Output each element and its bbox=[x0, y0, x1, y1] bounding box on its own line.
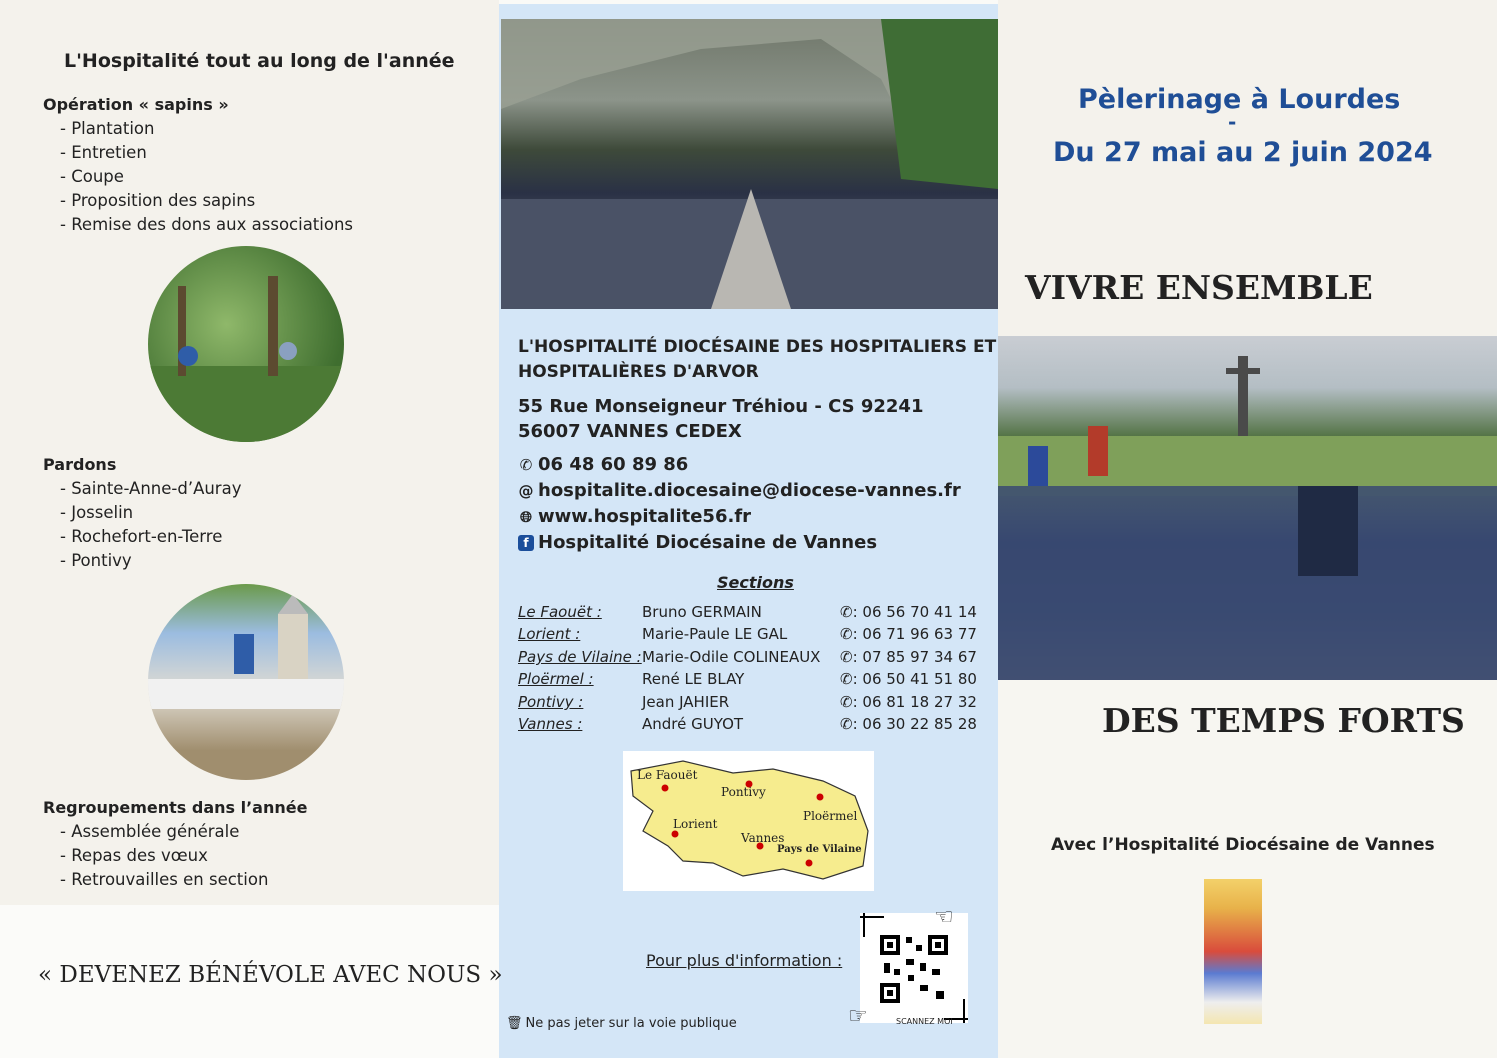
table-row bbox=[518, 648, 978, 670]
section-contact-name: Bruno GERMAIN bbox=[642, 603, 762, 621]
pointing-hand-icon: ☜ bbox=[934, 905, 954, 930]
table-row bbox=[518, 715, 978, 737]
more-info-label: Pour plus d'information : bbox=[646, 951, 843, 970]
table-row bbox=[518, 603, 978, 625]
email-address[interactable]: hospitalite.diocesaine@diocese-vannes.fr bbox=[538, 480, 961, 501]
facebook-icon: f bbox=[518, 535, 534, 551]
pilgrimage-dates: Du 27 mai au 2 juin 2024 bbox=[1053, 137, 1433, 168]
procession-photo bbox=[148, 584, 344, 780]
phone-icon: ✆ bbox=[840, 670, 853, 688]
phone-number[interactable]: 06 48 60 89 86 bbox=[538, 454, 689, 475]
map-label: Vannes bbox=[741, 831, 785, 845]
section-contact-name: Marie-Odile COLINEAUX bbox=[642, 648, 821, 666]
forest-photo bbox=[148, 246, 344, 442]
map-label: Pontivy bbox=[721, 785, 766, 799]
sections-title: Sections bbox=[717, 573, 794, 592]
phone-icon: ✆ bbox=[840, 715, 853, 733]
temps-forts-title: DES TEMPS FORTS bbox=[1102, 701, 1465, 740]
sections-map bbox=[623, 751, 874, 891]
map-label: Ploërmel bbox=[803, 809, 858, 823]
phone-icon: ✆ bbox=[840, 625, 853, 643]
section-place: Lorient : bbox=[518, 625, 581, 643]
section-phone: : 06 81 18 27 32 bbox=[852, 693, 977, 711]
phone-icon: ✆ bbox=[840, 603, 853, 621]
at-icon: @ bbox=[518, 481, 534, 500]
facebook-contact bbox=[518, 532, 877, 553]
list-item: - Coupe bbox=[60, 167, 124, 186]
section-place: Ploërmel : bbox=[518, 670, 594, 688]
table-row bbox=[518, 670, 978, 692]
recycle-note-text: Ne pas jeter sur la voie publique bbox=[525, 1016, 737, 1031]
map-label: Le Faouët bbox=[637, 768, 698, 782]
section-phone: : 06 50 41 51 80 bbox=[852, 670, 977, 688]
section-place: Pontivy : bbox=[518, 693, 584, 711]
facebook-link[interactable]: Hospitalité Diocésaine de Vannes bbox=[538, 532, 878, 553]
list-item: - Pontivy bbox=[60, 551, 132, 570]
pilgrimage-title: Pèlerinage à Lourdes bbox=[1078, 84, 1401, 115]
avec-hospitalite: Avec l’Hospitalité Diocésaine de Vannes bbox=[1051, 835, 1435, 855]
section-phone: : 06 56 70 41 14 bbox=[852, 603, 977, 621]
section-title-regroupements: Regroupements dans l’année bbox=[43, 798, 308, 817]
section-contact-name: René LE BLAY bbox=[642, 670, 745, 688]
phone-icon: ✆ bbox=[519, 455, 533, 474]
phone-icon: ✆ bbox=[840, 693, 853, 711]
section-place: Pays de Vilaine : bbox=[518, 648, 642, 666]
phone-icon: ✆ bbox=[840, 648, 853, 666]
section-title-sapins: Opération « sapins » bbox=[43, 95, 229, 114]
section-phone: : 06 71 96 63 77 bbox=[852, 625, 977, 643]
table-row bbox=[518, 625, 978, 647]
section-contact-name: Jean JAHIER bbox=[642, 693, 730, 711]
list-item: - Remise des dons aux associations bbox=[60, 215, 354, 234]
mass-outdoor-photo bbox=[998, 336, 1497, 680]
list-item: - Repas des vœux bbox=[60, 846, 208, 865]
org-name-line1: L'HOSPITALITÉ DIOCÉSAINE DES HOSPITALIERS ET bbox=[518, 337, 997, 357]
recycle-note bbox=[506, 1016, 737, 1031]
list-item: - Rochefort-en-Terre bbox=[60, 527, 223, 546]
list-item: - Proposition des sapins bbox=[60, 191, 256, 210]
list-item: - Plantation bbox=[60, 119, 155, 138]
table-row bbox=[518, 693, 978, 715]
list-item: - Josselin bbox=[60, 503, 134, 522]
volunteer-slogan: « DEVENEZ BÉNÉVOLE AVEC NOUS » bbox=[38, 962, 503, 988]
vivre-ensemble-title: VIVRE ENSEMBLE bbox=[1025, 268, 1373, 307]
website-link[interactable]: www.hospitalite56.fr bbox=[538, 506, 752, 527]
lourdes-grotto-photo bbox=[501, 19, 998, 309]
address-line2: 56007 VANNES CEDEX bbox=[518, 421, 742, 442]
section-place: Vannes : bbox=[518, 715, 583, 733]
section-phone: : 07 85 97 34 67 bbox=[852, 648, 977, 666]
list-item: - Sainte-Anne-d’Auray bbox=[60, 479, 242, 498]
org-name-line2: HOSPITALIÈRES D'ARVOR bbox=[518, 362, 759, 382]
section-contact-name: André GUYOT bbox=[642, 715, 744, 733]
pointing-hand-icon: ☞ bbox=[848, 1004, 868, 1029]
map-label: Pays de Vilaine bbox=[777, 844, 862, 855]
address-line1: 55 Rue Monseigneur Tréhiou - CS 92241 bbox=[518, 396, 924, 417]
website-contact bbox=[518, 506, 751, 527]
list-item: - Entretien bbox=[60, 143, 147, 162]
section-place: Le Faouët : bbox=[518, 603, 602, 621]
list-item: - Retrouvailles en section bbox=[60, 870, 269, 889]
left-heading: L'Hospitalité tout au long de l'année bbox=[64, 50, 455, 72]
globe-icon: 🌐︎ bbox=[519, 507, 532, 526]
section-phone: : 06 30 22 85 28 bbox=[852, 715, 977, 733]
virgin-statue-image bbox=[1204, 879, 1262, 1024]
trash-icon: 🗑︎ bbox=[506, 1016, 523, 1031]
phone-contact bbox=[518, 454, 688, 475]
pilgrimage-dash: - bbox=[1228, 110, 1237, 134]
email-contact bbox=[518, 480, 961, 501]
list-item: - Assemblée générale bbox=[60, 822, 240, 841]
map-label: Lorient bbox=[673, 817, 718, 831]
scan-label: SCANNEZ MOI bbox=[896, 1017, 953, 1026]
section-title-pardons: Pardons bbox=[43, 455, 117, 474]
section-contact-name: Marie-Paule LE GAL bbox=[642, 625, 788, 643]
